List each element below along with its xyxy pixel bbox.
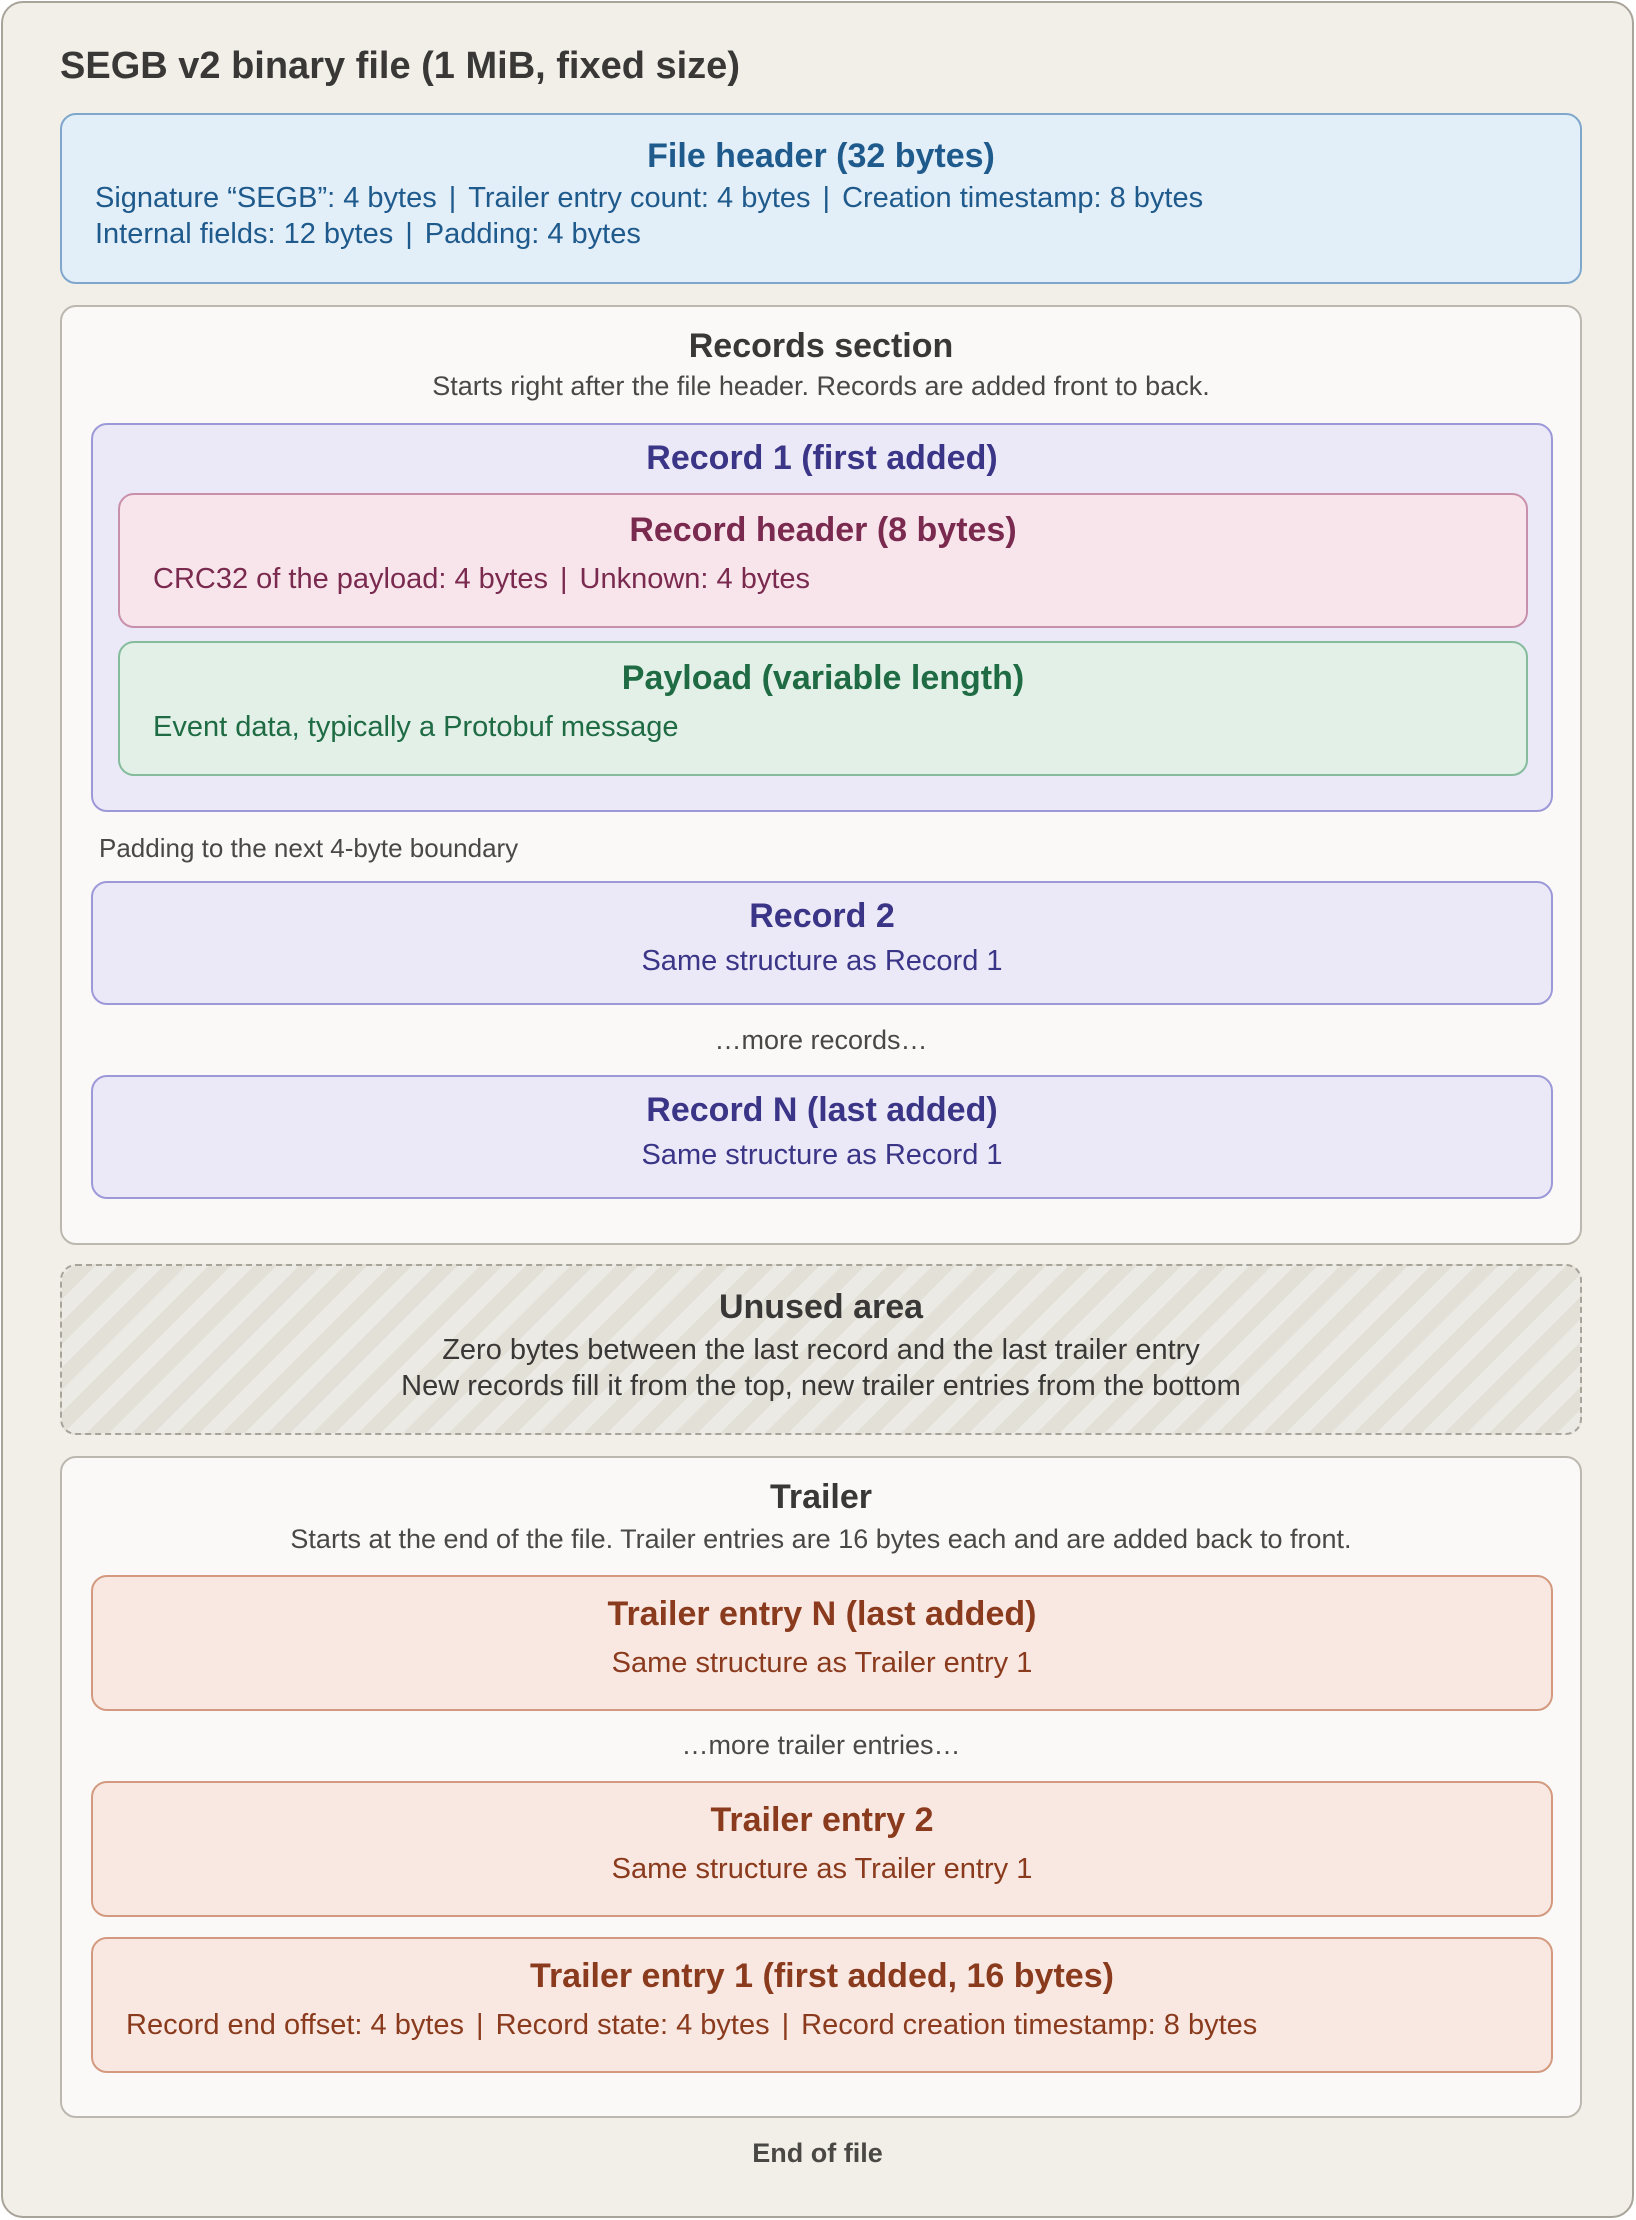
record-header-fields	[153, 563, 810, 596]
unused-area-title: Unused area	[718, 1288, 924, 1326]
file-header-title: File header (32 bytes)	[647, 137, 995, 175]
separator: |	[448, 182, 457, 214]
unused-area-line-2: New records fill it from the top, new trailer entries from the bottom	[401, 1370, 1241, 1402]
record-2-description: Same structure as Record 1	[641, 945, 1003, 977]
records-section-box	[60, 305, 1582, 1245]
separator: |	[476, 2009, 484, 2041]
separator: |	[781, 2009, 790, 2041]
record-n-title: Record N (last added)	[646, 1091, 998, 1129]
file-header-fields-line-1	[95, 182, 1203, 215]
field-unknown: Unknown: 4 bytes	[579, 563, 811, 595]
separator: |	[559, 563, 568, 595]
trailer-title: Trailer	[769, 1478, 873, 1516]
record-n-box	[91, 1075, 1553, 1199]
trailer-entry-1-title: Trailer entry 1 (first added, 16 bytes)	[530, 1957, 1114, 1995]
record-2-box	[91, 881, 1553, 1005]
field-trailer-entry-count: Trailer entry count: 4 bytes	[468, 182, 811, 214]
trailer-entry-n-description: Same structure as Trailer entry 1	[611, 1647, 1033, 1679]
payload-title: Payload (variable length)	[621, 659, 1025, 697]
field-padding: Padding: 4 bytes	[424, 218, 641, 250]
field-record-creation-timestamp: Record creation timestamp: 8 bytes	[801, 2009, 1258, 2041]
field-internal-fields: Internal fields: 12 bytes	[95, 218, 394, 250]
diagram-frame	[1, 1, 1634, 2218]
field-record-end-offset: Record end offset: 4 bytes	[126, 2009, 465, 2041]
field-creation-timestamp: Creation timestamp: 8 bytes	[842, 182, 1204, 214]
trailer-entry-2-title: Trailer entry 2	[710, 1801, 934, 1839]
field-record-state: Record state: 4 bytes	[495, 2009, 770, 2041]
more-records-label: …more records…	[714, 1025, 928, 1055]
trailer-entry-n-box	[91, 1575, 1553, 1711]
trailer-entry-1-fields	[126, 2009, 1257, 2042]
records-section-subtitle: Starts right after the file header. Records are added front to back.	[432, 371, 1210, 401]
trailer-entry-n-title: Trailer entry N (last added)	[607, 1595, 1037, 1633]
end-of-file-label: End of file	[752, 2138, 883, 2168]
field-signature: Signature “SEGB”: 4 bytes	[95, 182, 437, 214]
diagram-title: SEGB v2 binary file (1 MiB, fixed size)	[60, 45, 740, 87]
more-trailer-entries-label: …more trailer entries…	[681, 1730, 961, 1760]
trailer-entry-2-box	[91, 1781, 1553, 1917]
unused-area-line-1: Zero bytes between the last record and the last trailer entry	[442, 1334, 1200, 1366]
records-section-title: Records section	[688, 327, 954, 365]
record-1-title: Record 1 (first added)	[646, 439, 998, 477]
record-1-box	[91, 423, 1553, 812]
payload-box	[118, 641, 1528, 776]
unused-area-box	[60, 1264, 1582, 1435]
payload-description: Event data, typically a Protobuf message	[153, 711, 679, 743]
trailer-entry-1-box	[91, 1937, 1553, 2073]
field-crc32: CRC32 of the payload: 4 bytes	[153, 563, 548, 595]
record-2-title: Record 2	[749, 897, 895, 935]
separator: |	[405, 218, 413, 250]
file-header-fields-line-2	[95, 218, 641, 251]
padding-note: Padding to the next 4-byte boundary	[99, 833, 519, 863]
trailer-entry-2-description: Same structure as Trailer entry 1	[611, 1853, 1033, 1885]
trailer-section-box	[60, 1456, 1582, 2118]
record-header-box	[118, 493, 1528, 628]
record-n-description: Same structure as Record 1	[641, 1139, 1003, 1171]
file-header-box	[60, 113, 1582, 284]
trailer-subtitle: Starts at the end of the file. Trailer entries are 16 bytes each and are added back to front.	[290, 1524, 1352, 1554]
separator: |	[822, 182, 831, 214]
record-header-title: Record header (8 bytes)	[629, 511, 1017, 549]
